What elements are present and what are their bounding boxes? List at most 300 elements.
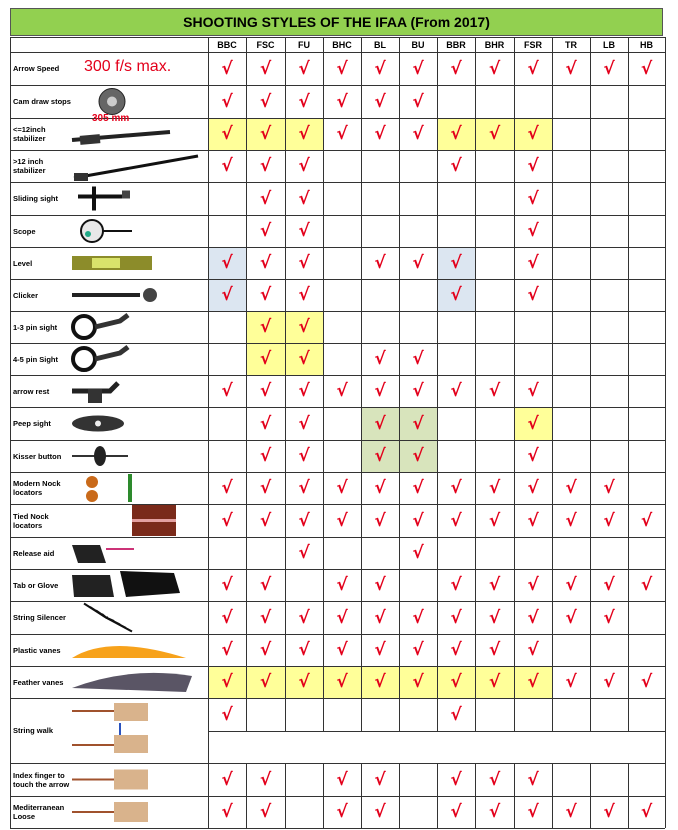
check-mark: √: [259, 188, 272, 209]
peep-sight-icon: [70, 408, 206, 439]
column-header-fsc: FSC: [256, 39, 275, 50]
empty-cell: [399, 311, 437, 343]
check-mark: √: [437, 247, 475, 279]
check-mark: √: [259, 446, 272, 466]
empty-cell: [552, 215, 590, 247]
check-mark: √: [603, 510, 615, 531]
empty-cell: [475, 343, 514, 375]
check-mark: √: [488, 510, 501, 531]
empty-cell: [246, 698, 285, 731]
grid-line: [10, 569, 665, 570]
check-mark: √: [450, 156, 462, 176]
empty-cell: [628, 601, 665, 634]
grid-line: [665, 37, 666, 828]
empty-cell: [514, 537, 552, 569]
empty-cell: [437, 85, 475, 118]
row-label: String walk: [13, 726, 54, 735]
check-mark: √: [488, 478, 501, 498]
check-mark: √: [565, 607, 577, 628]
grid-line: [323, 37, 324, 731]
check-mark: √: [246, 666, 285, 698]
check-mark: √: [603, 58, 615, 79]
pin-sight-icon: [70, 312, 206, 342]
check-mark: √: [208, 118, 246, 150]
empty-cell: [514, 698, 552, 731]
check-mark: √: [450, 607, 462, 628]
check-mark: √: [565, 510, 577, 531]
check-mark: √: [246, 343, 285, 375]
check-mark: √: [259, 221, 272, 241]
check-mark: √: [412, 91, 424, 112]
check-mark: √: [603, 802, 615, 822]
long-stabilizer-icon: [70, 151, 206, 181]
check-mark: √: [336, 124, 348, 144]
check-mark: √: [450, 478, 462, 498]
empty-cell: [208, 537, 246, 569]
check-mark: √: [412, 381, 424, 401]
grid-line: [10, 311, 665, 312]
empty-cell: [590, 698, 628, 731]
empty-cell: [475, 537, 514, 569]
grid-line: [10, 150, 665, 151]
grid-line: [514, 37, 515, 731]
page-title: SHOOTING STYLES OF THE IFAA (From 2017): [10, 8, 663, 36]
row-label: Tied Nock locators: [13, 511, 49, 530]
empty-cell: [514, 311, 552, 343]
check-mark: √: [475, 118, 514, 150]
empty-cell: [475, 215, 514, 247]
check-mark: √: [259, 510, 272, 531]
empty-cell: [475, 440, 514, 472]
column-header-bu: BU: [411, 39, 425, 50]
empty-cell: [475, 698, 514, 731]
grid-line: [10, 796, 665, 797]
stabilizer-length-annotation: 305 mm: [92, 113, 130, 124]
check-mark: √: [259, 478, 272, 498]
empty-cell: [361, 150, 399, 182]
grid-line: [10, 763, 665, 764]
check-mark: √: [527, 478, 539, 498]
check-mark: √: [298, 640, 310, 660]
empty-cell: [399, 182, 437, 215]
check-mark: √: [640, 672, 653, 692]
grid-line: [10, 666, 665, 667]
check-mark: √: [336, 769, 348, 790]
check-mark: √: [298, 188, 310, 209]
row-label: String Silencer: [13, 613, 66, 622]
empty-cell: [437, 215, 475, 247]
check-mark: √: [298, 156, 310, 176]
empty-cell: [208, 311, 246, 343]
check-mark: √: [221, 802, 233, 822]
check-mark: √: [450, 769, 462, 790]
check-mark: √: [437, 279, 475, 311]
check-mark: √: [298, 91, 310, 112]
empty-cell: [361, 311, 399, 343]
check-mark: √: [298, 478, 310, 498]
empty-cell: [475, 85, 514, 118]
check-mark: √: [336, 478, 348, 498]
empty-cell: [323, 215, 361, 247]
grid-line: [10, 440, 665, 441]
check-mark: √: [527, 640, 539, 660]
row-label: Index finger to touch the arrow: [13, 770, 70, 789]
empty-cell: [552, 343, 590, 375]
check-mark: √: [208, 247, 246, 279]
check-mark: √: [399, 440, 437, 472]
empty-cell: [399, 796, 437, 828]
grid-line: [10, 52, 665, 53]
check-mark: √: [221, 381, 233, 401]
check-mark: √: [246, 311, 285, 343]
empty-cell: [323, 182, 361, 215]
check-mark: √: [259, 91, 272, 112]
row-label: Arrow Speed: [13, 64, 60, 73]
grid-line: [10, 279, 665, 280]
empty-cell: [552, 85, 590, 118]
column-header-bbr: BBR: [446, 39, 466, 50]
empty-cell: [628, 407, 665, 440]
empty-cell: [628, 311, 665, 343]
grid-line: [437, 763, 438, 828]
empty-cell: [552, 440, 590, 472]
grid-line: [10, 828, 665, 829]
silencer-icon: [70, 602, 206, 633]
empty-cell: [552, 247, 590, 279]
row-label: Kisser button: [13, 451, 62, 461]
check-mark: √: [298, 510, 310, 531]
empty-cell: [361, 279, 399, 311]
row-label: Mediterranean Loose: [13, 803, 65, 821]
check-mark: √: [488, 607, 501, 628]
sliding-sight-icon: [70, 183, 206, 214]
check-mark: √: [640, 575, 653, 595]
empty-cell: [514, 85, 552, 118]
check-mark: √: [488, 769, 501, 790]
check-mark: √: [527, 510, 539, 531]
check-mark: √: [514, 666, 552, 698]
grid-line: [10, 247, 665, 248]
check-mark: √: [221, 478, 233, 498]
check-mark: √: [527, 58, 539, 79]
check-mark: √: [488, 802, 501, 822]
check-mark: √: [374, 253, 386, 273]
grid-line: [10, 37, 11, 828]
check-mark: √: [221, 704, 233, 725]
check-mark: √: [603, 478, 615, 498]
grid-line: [399, 37, 400, 731]
tied-nock-icon: [70, 505, 206, 536]
check-mark: √: [336, 607, 348, 628]
empty-cell: [590, 343, 628, 375]
check-mark: √: [374, 124, 386, 144]
check-mark: √: [336, 91, 348, 112]
empty-cell: [590, 279, 628, 311]
tab-glove-icon: [70, 570, 206, 600]
check-mark: √: [603, 672, 615, 692]
check-mark: √: [412, 607, 424, 628]
row-label: Peep sight: [13, 419, 51, 428]
check-mark: √: [336, 640, 348, 660]
check-mark: √: [412, 253, 424, 273]
empty-cell: [628, 375, 665, 407]
grid-line: [285, 37, 286, 731]
row-label: <=12inch stabilizer: [13, 125, 46, 143]
empty-cell: [552, 150, 590, 182]
grid-line: [10, 215, 665, 216]
column-header-bhr: BHR: [484, 39, 505, 50]
check-mark: √: [285, 118, 323, 150]
row-label: Scope: [13, 226, 36, 236]
grid-line: [10, 182, 665, 183]
check-mark: √: [336, 510, 348, 531]
empty-cell: [590, 182, 628, 215]
empty-cell: [628, 150, 665, 182]
check-mark: √: [565, 802, 577, 822]
grid-line: [361, 37, 362, 731]
empty-cell: [437, 407, 475, 440]
check-mark: √: [246, 118, 285, 150]
check-mark: √: [488, 58, 501, 79]
empty-cell: [361, 215, 399, 247]
check-mark: √: [527, 607, 539, 628]
check-mark: √: [527, 221, 539, 241]
release-aid-icon: [70, 538, 206, 568]
check-mark: √: [374, 802, 386, 822]
grid-line: [10, 504, 665, 505]
grid-line: [246, 37, 247, 731]
empty-cell: [552, 182, 590, 215]
check-mark: √: [259, 285, 272, 305]
grid-line: [208, 731, 665, 732]
check-mark: √: [374, 607, 386, 628]
check-mark: √: [221, 58, 233, 79]
check-mark: √: [412, 510, 424, 531]
check-mark: √: [527, 769, 539, 790]
check-mark: √: [221, 769, 233, 790]
row-label: Sliding sight: [13, 194, 58, 203]
check-mark: √: [298, 413, 310, 434]
row-label: Plastic vanes: [13, 645, 61, 655]
column-header-fsr: FSR: [524, 39, 542, 50]
empty-cell: [628, 343, 665, 375]
grid-line: [475, 763, 476, 828]
check-mark: √: [640, 58, 653, 79]
grid-line: [628, 763, 629, 828]
feather-vane-icon: [70, 667, 206, 697]
pin-sight-icon: [70, 344, 206, 374]
check-mark: √: [565, 58, 577, 79]
grid-line: [10, 407, 665, 408]
empty-cell: [628, 698, 665, 731]
grid-line: [246, 763, 247, 828]
grid-line: [285, 763, 286, 828]
empty-cell: [323, 343, 361, 375]
check-mark: √: [361, 407, 399, 440]
check-mark: √: [374, 349, 386, 369]
column-header-hb: HB: [640, 39, 653, 50]
empty-cell: [628, 182, 665, 215]
column-header-bhc: BHC: [332, 39, 352, 50]
check-mark: √: [412, 543, 424, 563]
grid-line: [10, 601, 665, 602]
check-mark: √: [374, 640, 386, 660]
empty-cell: [475, 311, 514, 343]
check-mark: √: [412, 640, 424, 660]
grid-line: [10, 37, 665, 38]
scope-icon: [70, 216, 206, 246]
row-label: Clicker: [13, 290, 39, 300]
check-mark: √: [437, 666, 475, 698]
empty-cell: [590, 247, 628, 279]
empty-cell: [514, 343, 552, 375]
row-label: Cam draw stops: [13, 97, 71, 106]
grid-line: [208, 37, 209, 828]
column-header-tr: TR: [565, 39, 577, 50]
row-label: 1-3 pin sight: [13, 322, 58, 332]
empty-cell: [552, 698, 590, 731]
empty-cell: [399, 150, 437, 182]
empty-cell: [590, 375, 628, 407]
row-label: Modern Nock locators: [13, 479, 61, 497]
empty-cell: [323, 150, 361, 182]
check-mark: √: [450, 640, 462, 660]
kisser-icon: [70, 441, 206, 471]
check-mark: √: [259, 575, 272, 595]
empty-cell: [361, 537, 399, 569]
empty-cell: [399, 569, 437, 601]
grid-line: [10, 634, 665, 635]
column-header-fu: FU: [298, 39, 310, 50]
check-mark: √: [298, 607, 310, 628]
check-mark: √: [565, 672, 577, 692]
level-icon: [70, 248, 206, 278]
empty-cell: [437, 182, 475, 215]
check-mark: √: [374, 58, 386, 79]
cam-wheel-icon: [70, 86, 206, 117]
grid-line: [437, 37, 438, 731]
empty-cell: [590, 150, 628, 182]
empty-cell: [628, 634, 665, 666]
check-mark: √: [259, 769, 272, 790]
empty-cell: [590, 215, 628, 247]
check-mark: √: [412, 478, 424, 498]
empty-cell: [552, 118, 590, 150]
empty-cell: [323, 311, 361, 343]
empty-cell: [475, 150, 514, 182]
check-mark: √: [527, 156, 539, 176]
check-mark: √: [527, 285, 539, 305]
grid-line: [552, 37, 553, 731]
empty-cell: [437, 537, 475, 569]
check-mark: √: [259, 607, 272, 628]
row-label: 4-5 pin Sight: [13, 354, 58, 364]
empty-cell: [399, 279, 437, 311]
check-mark: √: [374, 91, 386, 112]
check-mark: √: [221, 575, 233, 595]
empty-cell: [208, 182, 246, 215]
empty-cell: [208, 407, 246, 440]
empty-cell: [628, 279, 665, 311]
check-mark: √: [488, 640, 501, 660]
column-header-bbc: BBC: [217, 39, 237, 50]
check-mark: √: [640, 510, 653, 531]
check-mark: √: [361, 440, 399, 472]
check-mark: √: [298, 253, 310, 273]
empty-cell: [552, 279, 590, 311]
check-mark: √: [374, 510, 386, 531]
grid-line: [10, 375, 665, 376]
empty-cell: [208, 215, 246, 247]
grid-line: [514, 763, 515, 828]
check-mark: √: [527, 802, 539, 822]
check-mark: √: [527, 575, 539, 595]
check-mark: √: [450, 58, 462, 79]
check-mark: √: [285, 311, 323, 343]
check-mark: √: [298, 285, 310, 305]
empty-cell: [590, 407, 628, 440]
empty-cell: [590, 85, 628, 118]
check-mark: √: [298, 446, 310, 466]
clicker-icon: [70, 280, 206, 310]
check-mark: √: [399, 666, 437, 698]
index-finger-icon: [70, 764, 206, 795]
empty-cell: [361, 182, 399, 215]
check-mark: √: [298, 58, 310, 79]
check-mark: √: [640, 802, 653, 822]
empty-cell: [437, 440, 475, 472]
empty-cell: [323, 537, 361, 569]
check-mark: √: [259, 413, 272, 434]
empty-cell: [628, 247, 665, 279]
check-mark: √: [603, 607, 615, 628]
check-mark: √: [437, 118, 475, 150]
empty-cell: [552, 634, 590, 666]
empty-cell: [361, 698, 399, 731]
empty-cell: [323, 407, 361, 440]
grid-line: [361, 763, 362, 828]
check-mark: √: [221, 156, 233, 176]
empty-cell: [285, 569, 323, 601]
check-mark: √: [374, 478, 386, 498]
grid-line: [10, 85, 665, 86]
check-mark: √: [259, 253, 272, 273]
empty-cell: [399, 698, 437, 731]
check-mark: √: [488, 381, 501, 401]
check-mark: √: [412, 124, 424, 144]
mediterranean-icon: [70, 797, 206, 827]
check-mark: √: [298, 221, 310, 241]
check-mark: √: [450, 575, 462, 595]
check-mark: √: [336, 575, 348, 595]
empty-cell: [399, 763, 437, 796]
row-label: >12 inch stabilizer: [13, 157, 46, 175]
empty-cell: [285, 698, 323, 731]
column-header-lb: LB: [603, 39, 615, 50]
check-mark: √: [514, 407, 552, 440]
grid-line: [590, 37, 591, 731]
check-mark: √: [259, 802, 272, 822]
check-mark: √: [374, 575, 386, 595]
empty-cell: [552, 407, 590, 440]
empty-cell: [437, 343, 475, 375]
empty-cell: [285, 763, 323, 796]
check-mark: √: [565, 478, 577, 498]
check-mark: √: [259, 156, 272, 176]
check-mark: √: [298, 543, 310, 563]
empty-cell: [552, 311, 590, 343]
empty-cell: [246, 537, 285, 569]
